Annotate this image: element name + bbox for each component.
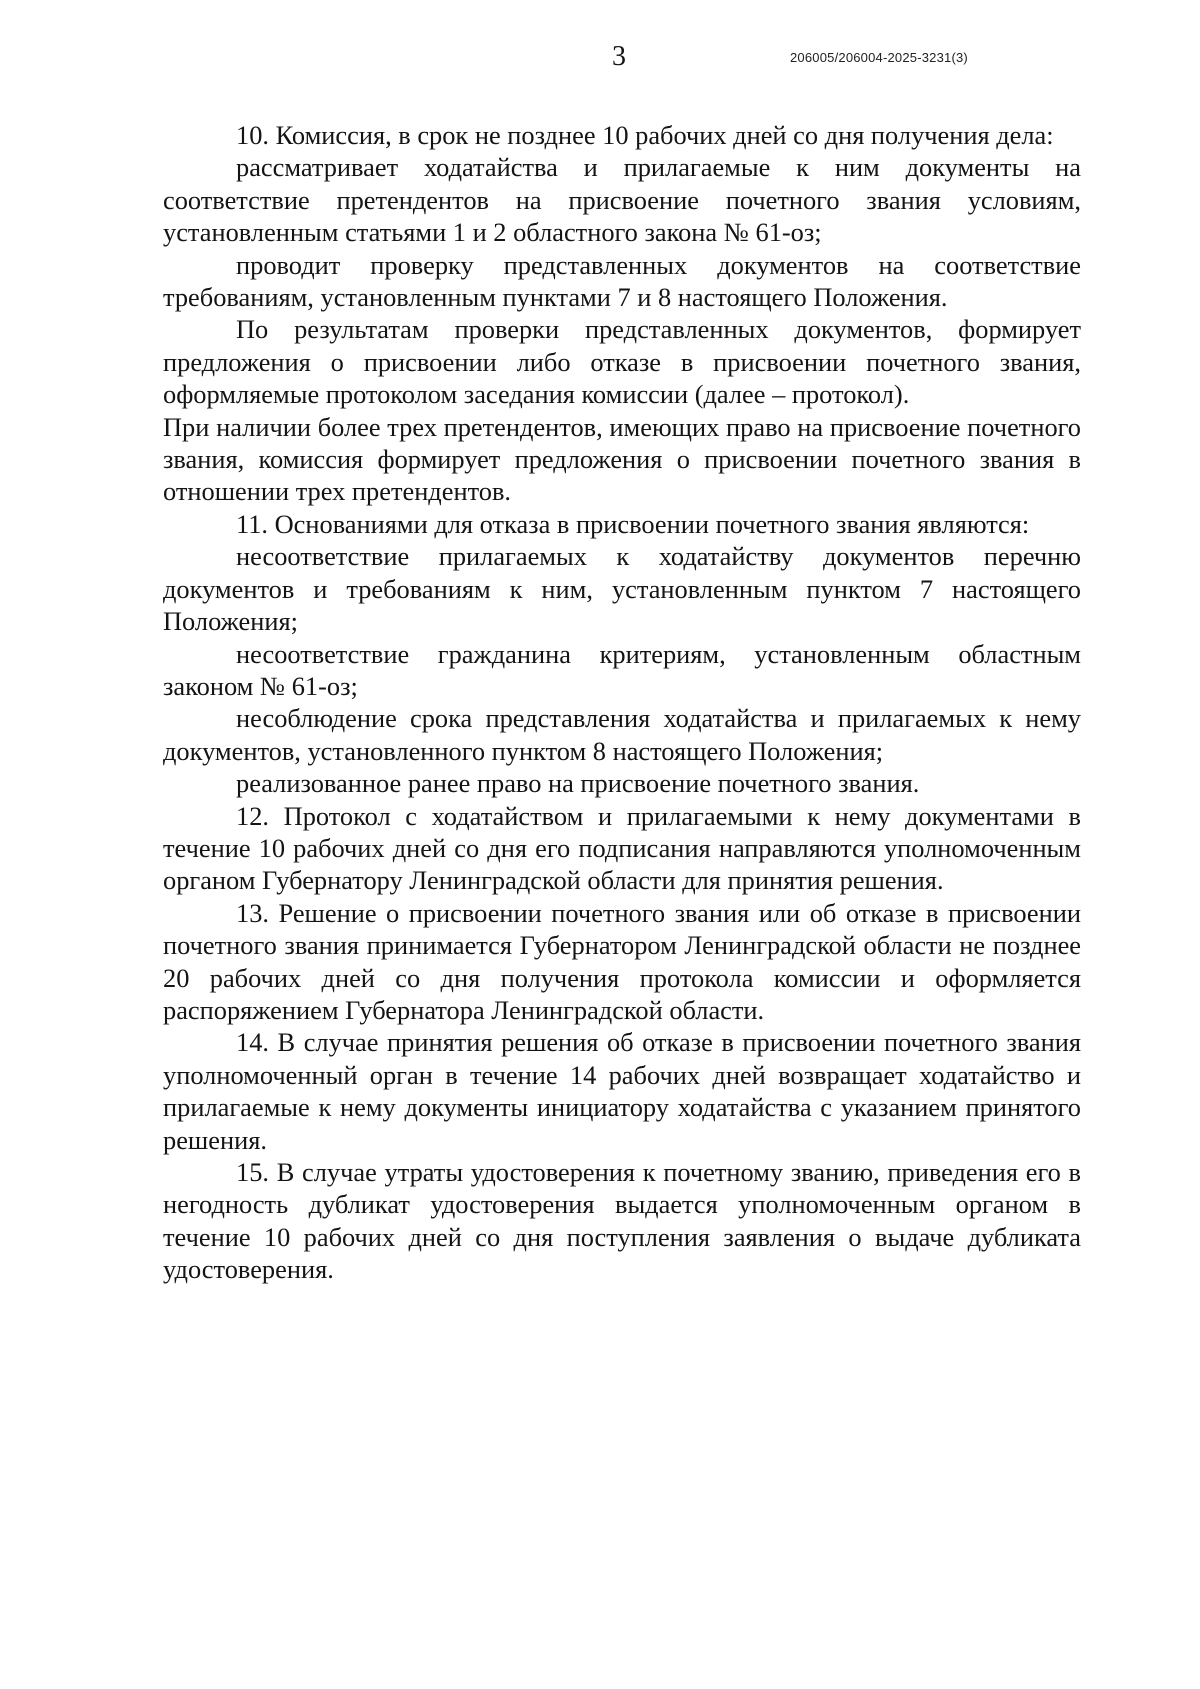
page-number: 3 (612, 41, 626, 72)
paragraph-10-item-check: проводит проверку представленных документов на соответствие требованиям, установленным пунктами 7 и 8 настоящего Положения. (163, 249, 1081, 313)
paragraph-10: 10. Комиссия, в срок не позднее 10 рабочих дней со дня получения дела: (236, 120, 1054, 150)
paragraph-11-item-deadline: несоблюдение срока представления ходатайства и прилагаемых к нему документов, установленного пунктом 8 настоящего Положения; (163, 703, 1081, 766)
paragraph-13: 13. Решение о присвоении почетного звания или об отказе в присвоении почетного звания принимается Губернатором Ленинградской области не позднее 20 рабочих дней со дня получения протокола комиссии и оформляется распоряжением Губернатора Ленинградской области. (163, 897, 1081, 1025)
paragraph-15: 15. В случае утраты удостоверения к почетному званию, приведения его в негодность дубликат удостоверения выдается уполномоченным органом в течение 10 рабочих дней со дня поступления заявления о выдаче дубликата удостоверения. (163, 1157, 1081, 1285)
document-body (163, 119, 1081, 1286)
paragraph-11-item-criteria: несоответствие гражданина критериям, установленным областным законом № 61-оз; (163, 638, 1081, 701)
paragraph-11-item-documents: несоответствие прилагаемых к ходатайству документов перечню документов и требованиям к ним, установленным пунктом 7 настоящего Положения; (163, 541, 1081, 637)
paragraph-12: 12. Протокол с ходатайством и прилагаемыми к нему документами в течение 10 рабочих дней со дня его подписания направляются уполномоченным органом Губернатору Ленинградской области для принятия решения. (163, 800, 1081, 896)
paragraph-10-results: По результатам проверки представленных документов, формирует предложения о присвоении либо отказе в присвоении почетного звания, оформляемые протоколом заседания комиссии (далее – протокол). (163, 314, 1081, 410)
paragraph-10-item-review: рассматривает ходатайства и прилагаемые к ним документы на соответствие претендентов на присвоение почетного звания условиям, установленным статьями 1 и 2 областного закона № 61-оз; (163, 152, 1081, 248)
paragraph-10-candidates: При наличии более трех претендентов, имеющих право на присвоение почетного звания, комиссия формирует предложения о присвоении почетного звания в отношении трех претендентов. (163, 411, 1081, 507)
paragraph-11-item-previous: реализованное ранее право на присвоение почетного звания. (236, 768, 920, 799)
paragraph-11: 11. Основаниями для отказа в присвоении почетного звания являются: (236, 508, 1030, 539)
paragraph-14: 14. В случае принятия решения об отказе в присвоении почетного звания уполномоченный орган в течение 14 рабочих дней возвращает ходатайство и прилагаемые к нему документы инициатору ходатайства с указанием принятого решения. (163, 1027, 1081, 1155)
document-id: 206005/206004-2025-3231(3) (790, 50, 968, 65)
